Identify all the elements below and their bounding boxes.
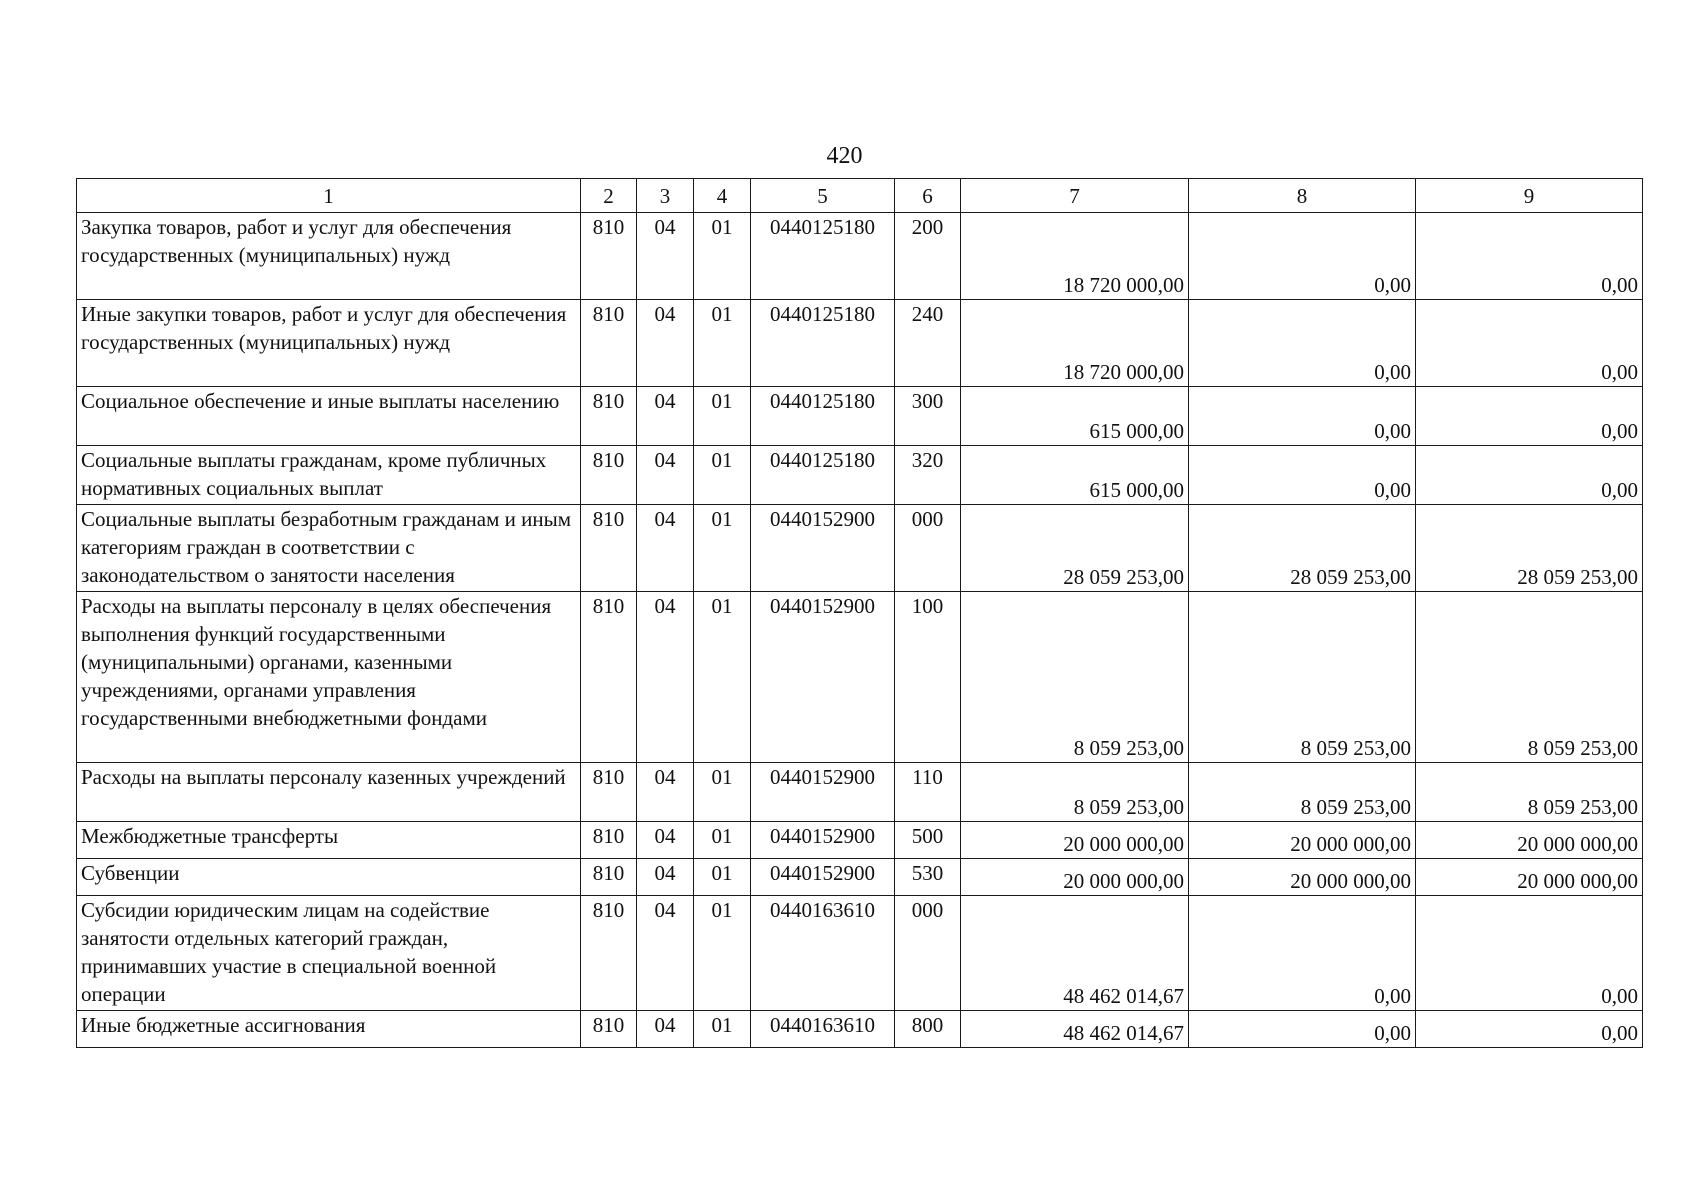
row-code-2: 810 xyxy=(581,763,637,822)
row-amount-9: 0,00 xyxy=(1416,896,1643,1011)
column-header-1: 1 xyxy=(77,179,581,213)
row-code-4: 01 xyxy=(694,896,751,1011)
row-amount-7: 8 059 253,00 xyxy=(961,763,1189,822)
row-code-4: 01 xyxy=(694,387,751,446)
column-header-4: 4 xyxy=(694,179,751,213)
row-code-2: 810 xyxy=(581,387,637,446)
row-code-3: 04 xyxy=(637,822,694,859)
row-code-6: 800 xyxy=(895,1011,961,1048)
row-code-4: 01 xyxy=(694,505,751,592)
row-code-2: 810 xyxy=(581,592,637,763)
row-amount-7: 8 059 253,00 xyxy=(961,592,1189,763)
row-amount-7: 48 462 014,67 xyxy=(961,896,1189,1011)
row-name: Субвенции xyxy=(77,859,581,896)
row-amount-7: 615 000,00 xyxy=(961,446,1189,505)
row-amount-8: 0,00 xyxy=(1189,1011,1416,1048)
row-name: Расходы на выплаты персоналу казенных учреждений xyxy=(77,763,581,822)
row-code-4: 01 xyxy=(694,446,751,505)
table-body xyxy=(77,213,1643,1048)
row-code-5: 0440152900 xyxy=(751,763,895,822)
budget-table xyxy=(76,178,1643,1048)
column-header-8: 8 xyxy=(1189,179,1416,213)
row-code-2: 810 xyxy=(581,300,637,387)
column-header-3: 3 xyxy=(637,179,694,213)
row-code-3: 04 xyxy=(637,859,694,896)
table-row xyxy=(77,213,1643,300)
row-code-2: 810 xyxy=(581,213,637,300)
row-code-5: 0440152900 xyxy=(751,505,895,592)
row-code-5: 0440152900 xyxy=(751,859,895,896)
table-row xyxy=(77,763,1643,822)
column-header-5: 5 xyxy=(751,179,895,213)
table-row xyxy=(77,859,1643,896)
row-amount-8: 0,00 xyxy=(1189,300,1416,387)
row-code-4: 01 xyxy=(694,300,751,387)
row-code-6: 000 xyxy=(895,896,961,1011)
row-amount-8: 0,00 xyxy=(1189,213,1416,300)
row-code-4: 01 xyxy=(694,213,751,300)
row-code-4: 01 xyxy=(694,763,751,822)
row-code-6: 240 xyxy=(895,300,961,387)
table-row xyxy=(77,387,1643,446)
row-code-4: 01 xyxy=(694,592,751,763)
row-amount-8: 20 000 000,00 xyxy=(1189,859,1416,896)
row-code-5: 0440125180 xyxy=(751,213,895,300)
column-header-6: 6 xyxy=(895,179,961,213)
page-number: 420 xyxy=(826,143,863,169)
row-name: Межбюджетные трансферты xyxy=(77,822,581,859)
row-amount-9: 8 059 253,00 xyxy=(1416,763,1643,822)
row-name: Иные бюджетные ассигнования xyxy=(77,1011,581,1048)
row-code-2: 810 xyxy=(581,859,637,896)
row-amount-7: 20 000 000,00 xyxy=(961,859,1189,896)
row-code-5: 0440125180 xyxy=(751,300,895,387)
row-code-2: 810 xyxy=(581,1011,637,1048)
row-code-3: 04 xyxy=(637,213,694,300)
row-code-6: 100 xyxy=(895,592,961,763)
column-header-9: 9 xyxy=(1416,179,1643,213)
row-amount-9: 20 000 000,00 xyxy=(1416,859,1643,896)
row-amount-9: 0,00 xyxy=(1416,387,1643,446)
row-code-3: 04 xyxy=(637,592,694,763)
row-code-5: 0440152900 xyxy=(751,822,895,859)
table-row xyxy=(77,300,1643,387)
table-row xyxy=(77,896,1643,1011)
row-name: Закупка товаров, работ и услуг для обеспечения государственных (муниципальных) нужд xyxy=(77,213,581,300)
table-row xyxy=(77,505,1643,592)
header-row xyxy=(77,179,1643,213)
row-code-6: 320 xyxy=(895,446,961,505)
row-code-3: 04 xyxy=(637,300,694,387)
row-code-6: 200 xyxy=(895,213,961,300)
column-header-2: 2 xyxy=(581,179,637,213)
row-code-4: 01 xyxy=(694,859,751,896)
row-amount-9: 8 059 253,00 xyxy=(1416,592,1643,763)
row-amount-9: 0,00 xyxy=(1416,1011,1643,1048)
table-row xyxy=(77,446,1643,505)
row-amount-9: 0,00 xyxy=(1416,300,1643,387)
row-amount-8: 20 000 000,00 xyxy=(1189,822,1416,859)
row-amount-7: 18 720 000,00 xyxy=(961,300,1189,387)
row-amount-8: 0,00 xyxy=(1189,446,1416,505)
row-code-5: 0440125180 xyxy=(751,387,895,446)
column-header-7: 7 xyxy=(961,179,1189,213)
row-code-5: 0440163610 xyxy=(751,896,895,1011)
row-code-2: 810 xyxy=(581,822,637,859)
row-code-5: 0440152900 xyxy=(751,592,895,763)
table-row xyxy=(77,592,1643,763)
row-code-2: 810 xyxy=(581,896,637,1011)
row-amount-7: 18 720 000,00 xyxy=(961,213,1189,300)
row-amount-7: 615 000,00 xyxy=(961,387,1189,446)
row-code-6: 530 xyxy=(895,859,961,896)
row-code-6: 300 xyxy=(895,387,961,446)
row-code-4: 01 xyxy=(694,822,751,859)
row-name: Субсидии юридическим лицам на содействие занятости отдельных категорий граждан, принимавших участие в специальной военной операции xyxy=(77,896,581,1011)
row-name: Социальное обеспечение и иные выплаты населению xyxy=(77,387,581,446)
row-code-6: 000 xyxy=(895,505,961,592)
row-code-3: 04 xyxy=(637,505,694,592)
row-name: Иные закупки товаров, работ и услуг для обеспечения государственных (муниципальных) нужд xyxy=(77,300,581,387)
row-amount-7: 48 462 014,67 xyxy=(961,1011,1189,1048)
row-code-3: 04 xyxy=(637,387,694,446)
row-code-6: 500 xyxy=(895,822,961,859)
row-code-2: 810 xyxy=(581,446,637,505)
row-code-3: 04 xyxy=(637,1011,694,1048)
table-row xyxy=(77,1011,1643,1048)
row-code-5: 0440163610 xyxy=(751,1011,895,1048)
row-code-6: 110 xyxy=(895,763,961,822)
row-amount-9: 28 059 253,00 xyxy=(1416,505,1643,592)
row-code-5: 0440125180 xyxy=(751,446,895,505)
table-row xyxy=(77,822,1643,859)
row-amount-8: 8 059 253,00 xyxy=(1189,763,1416,822)
row-name: Расходы на выплаты персоналу в целях обеспечения выполнения функций государственными (муниципальными) органами, казенными учреждениями, органами управления государственными внебюджетными фондами xyxy=(77,592,581,763)
row-code-3: 04 xyxy=(637,446,694,505)
row-code-3: 04 xyxy=(637,763,694,822)
row-amount-7: 20 000 000,00 xyxy=(961,822,1189,859)
row-code-3: 04 xyxy=(637,896,694,1011)
row-amount-8: 8 059 253,00 xyxy=(1189,592,1416,763)
row-amount-8: 28 059 253,00 xyxy=(1189,505,1416,592)
row-amount-9: 20 000 000,00 xyxy=(1416,822,1643,859)
row-code-4: 01 xyxy=(694,1011,751,1048)
row-amount-8: 0,00 xyxy=(1189,387,1416,446)
row-name: Социальные выплаты гражданам, кроме публичных нормативных социальных выплат xyxy=(77,446,581,505)
row-amount-7: 28 059 253,00 xyxy=(961,505,1189,592)
row-name: Социальные выплаты безработным гражданам и иным категориям граждан в соответствии с законодательством о занятости населения xyxy=(77,505,581,592)
row-amount-9: 0,00 xyxy=(1416,446,1643,505)
row-code-2: 810 xyxy=(581,505,637,592)
row-amount-9: 0,00 xyxy=(1416,213,1643,300)
row-amount-8: 0,00 xyxy=(1189,896,1416,1011)
